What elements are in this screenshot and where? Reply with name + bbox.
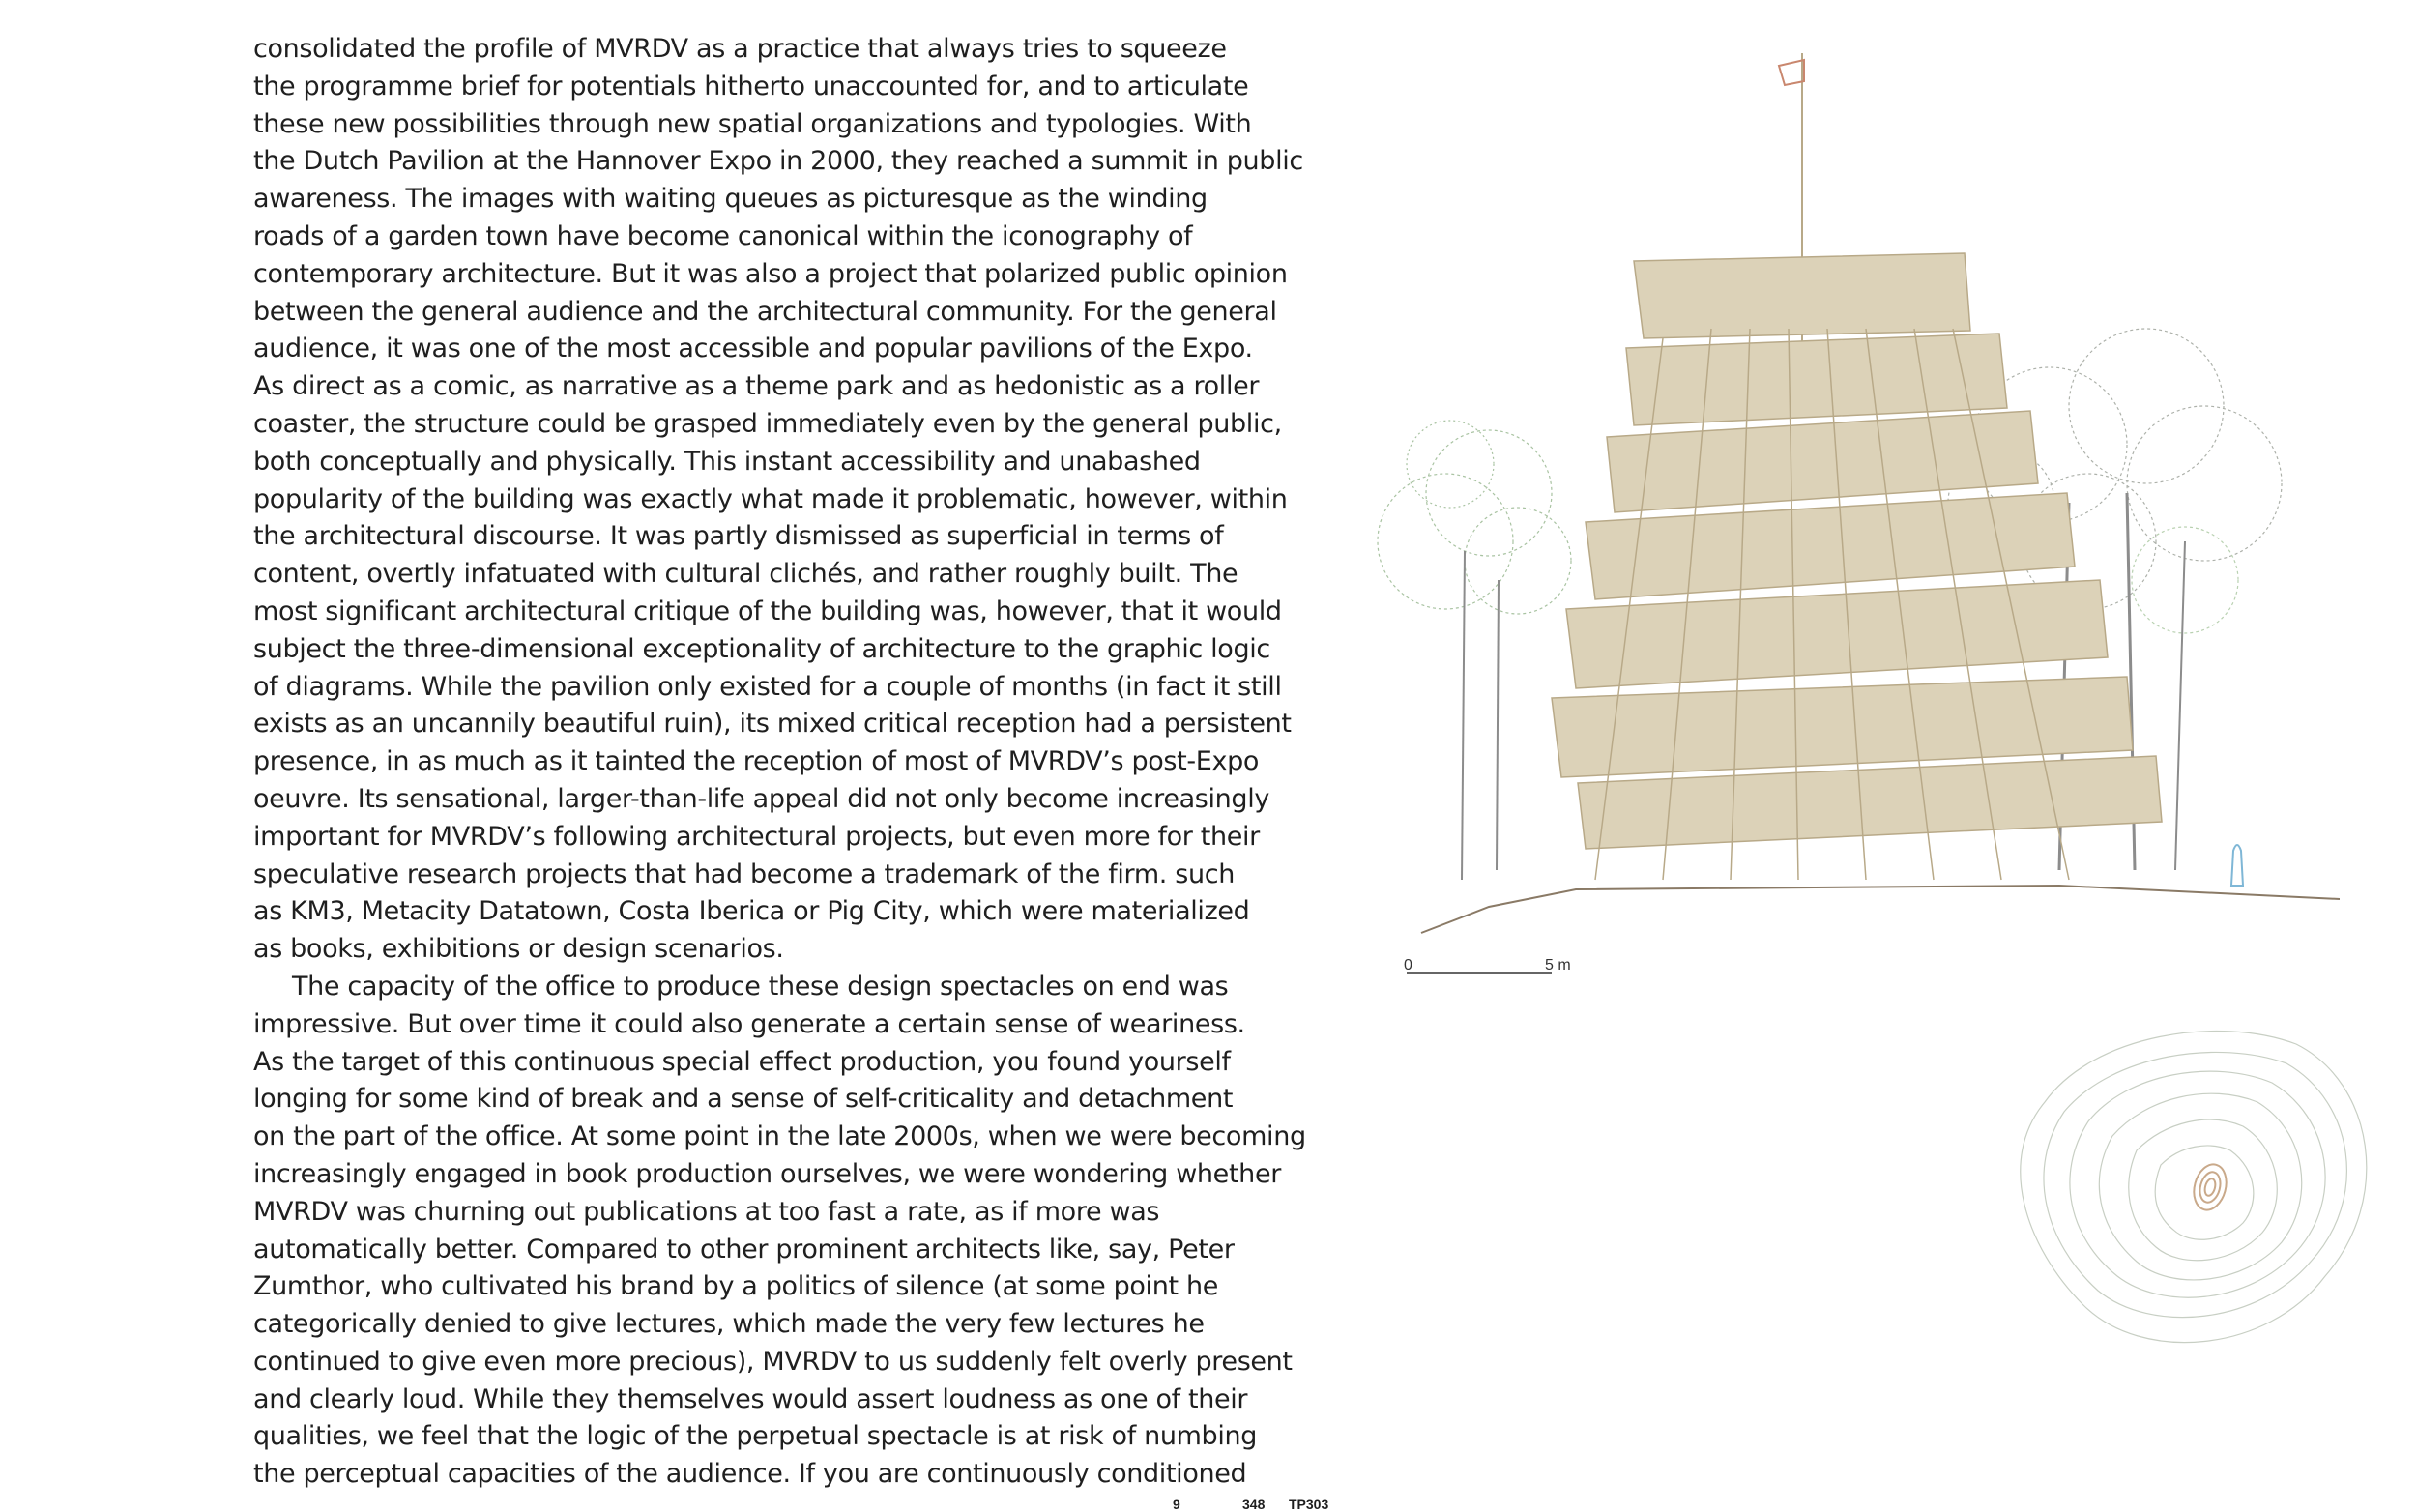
text-line: as KM3, Metacity Datatown, Costa Iberica or Pig City, which were materialized: [253, 896, 1250, 927]
person-figure: [2231, 845, 2243, 886]
text-line: As the target of this continuous special effect production, you found yourself: [253, 1046, 1231, 1077]
text-line: most significant architectural critique of the building was, however, that it would: [253, 596, 1282, 626]
text-line: speculative research projects that had become a trademark of the firm. such: [253, 858, 1235, 889]
text-line: automatically better. Compared to other prominent architects like, say, Peter: [253, 1234, 1235, 1265]
text-line: content, overtly infatuated with cultural clichés, and rather roughly built. The: [253, 559, 1238, 590]
tower-body: [1552, 253, 2162, 849]
text-line: presence, in as much as it tainted the reception of most of MVRDV’s post-Expo: [253, 746, 1260, 777]
text-line: and clearly loud. While they themselves would assert loudness as one of their: [253, 1383, 1248, 1414]
text-line: The capacity of the office to produce these design spectacles on end was: [292, 971, 1229, 1002]
text-line: as books, exhibitions or design scenarios.: [253, 934, 784, 965]
text-line: continued to give even more precious), MVRDV to us suddenly felt overly present: [253, 1346, 1293, 1377]
text-line: important for MVRDV’s following architectural projects, but even more for their: [253, 821, 1260, 852]
text-line: consolidated the profile of MVRDV as a practice that always tries to squeeze: [253, 34, 1227, 64]
text-line: exists as an uncannily beautiful ruin), its mixed critical reception had a persistent: [253, 709, 1292, 740]
scale-start-label: 0: [1404, 957, 1412, 974]
body-text: [253, 31, 1306, 1494]
text-line: the Dutch Pavilion at the Hannover Expo in 2000, they reached a summit in public: [253, 146, 1303, 177]
text-line: impressive. But over time it could also generate a certain sense of weariness.: [253, 1008, 1245, 1039]
text-line: both conceptually and physically. This instant accessibility and unabashed: [253, 446, 1201, 477]
text-line: of diagrams. While the pavilion only existed for a couple of months (in fact it still: [253, 671, 1282, 702]
text-line: contemporary architecture. But it was also a project that polarized public opinion: [253, 258, 1288, 289]
text-line: between the general audience and the architectural community. For the general: [253, 296, 1277, 327]
scale-bar-line: [1407, 971, 1561, 976]
tree-left: [1378, 421, 1571, 880]
ground-line: [1421, 886, 2340, 933]
text-line: on the part of the office. At some point in the late 2000s, when we were becoming: [253, 1121, 1306, 1152]
text-line: increasingly engaged in book production ourselves, we were wondering whether: [253, 1158, 1281, 1189]
flag: [1779, 60, 1804, 85]
text-line: popularity of the building was exactly what made it problematic, however, within: [253, 483, 1288, 514]
text-line: Zumthor, who cultivated his brand by a politics of silence (at some point he: [253, 1271, 1218, 1302]
text-line: these new possibilities through new spatial organizations and typologies. With: [253, 108, 1252, 139]
text-line: coaster, the structure could be grasped immediately even by the general public,: [253, 408, 1282, 439]
text-line: longing for some kind of break and a sense of self-criticality and detachment: [253, 1084, 1234, 1115]
text-line: the architectural discourse. It was partly dismissed as superficial in terms of: [253, 521, 1224, 552]
text-line: roads of a garden town have become canonical within the iconography of: [253, 220, 1193, 251]
text-line: the programme brief for potentials hitherto unaccounted for, and to articulate: [253, 71, 1249, 102]
page-number-left: 9: [1173, 1497, 1180, 1512]
text-line: subject the three-dimensional exceptionality of architecture to the graphic logic: [253, 633, 1270, 664]
scale-end-label: 5 m: [1545, 957, 1571, 974]
text-line: oeuvre. Its sensational, larger-than-life appeal did not only become increasingly: [253, 783, 1269, 814]
project-code: TP303: [1289, 1497, 1329, 1512]
tower-elevation-icon: [1354, 39, 2340, 947]
text-line: awareness. The images with waiting queues as picturesque as the winding: [253, 184, 1208, 215]
text-line: categorically denied to give lectures, which made the very few lectures he: [253, 1309, 1205, 1340]
contour-site-plan-icon: [2006, 1015, 2383, 1363]
text-line: MVRDV was churning out publications at too fast a rate, as if more was: [253, 1196, 1160, 1227]
text-line: audience, it was one of the most accessible and popular pavilions of the Expo.: [253, 334, 1253, 364]
text-line: qualities, we feel that the logic of the perpetual spectacle is at risk of numbing: [253, 1421, 1258, 1452]
text-line: the perceptual capacities of the audience. If you are continuously conditioned: [253, 1459, 1247, 1490]
text-line: As direct as a comic, as narrative as a theme park and as hedonistic as a roller: [253, 371, 1260, 402]
page-number-right: 348: [1242, 1497, 1266, 1512]
